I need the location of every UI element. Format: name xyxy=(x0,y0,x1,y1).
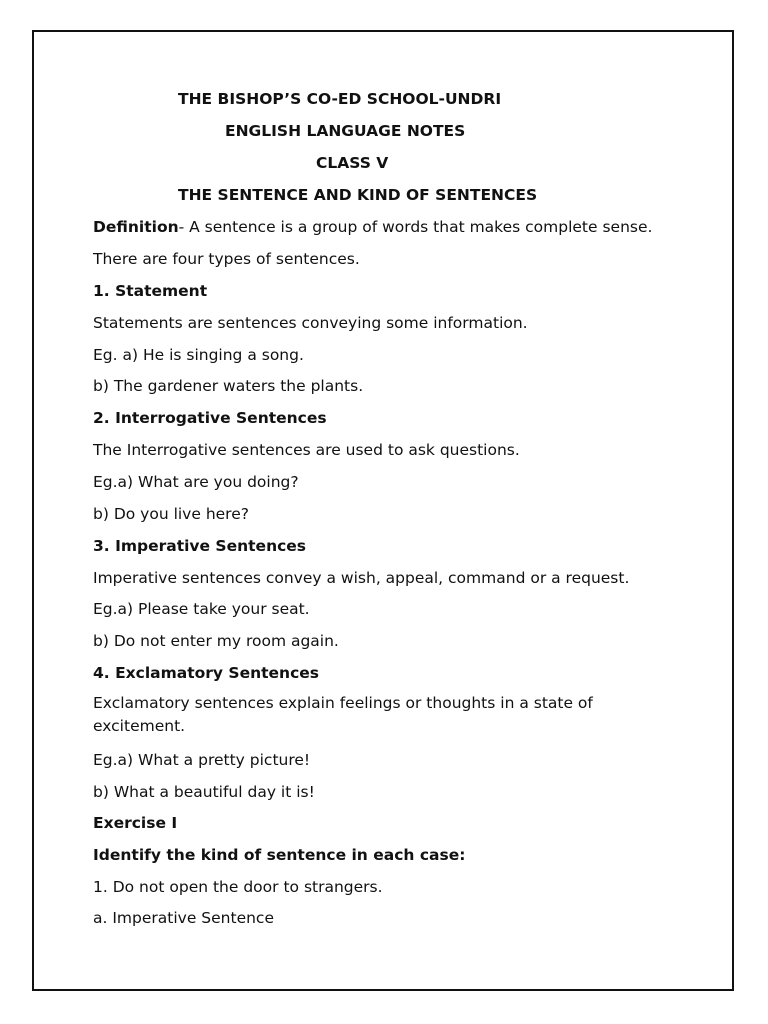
statement-example-b: b) The gardener waters the plants. xyxy=(93,377,364,395)
class-title: CLASS V xyxy=(316,154,389,172)
interrogative-example-a: Eg.a) What are you doing? xyxy=(93,473,299,491)
definition-text: - A sentence is a group of words that makes complete sense. xyxy=(178,218,653,236)
imperative-heading: 3. Imperative Sentences xyxy=(93,537,307,555)
exclamatory-example-a: Eg.a) What a pretty picture! xyxy=(93,751,311,769)
exercise-question-1: 1. Do not open the door to strangers. xyxy=(93,878,383,896)
statement-heading: 1. Statement xyxy=(93,282,208,300)
definition-line xyxy=(93,217,652,237)
imperative-description: Imperative sentences convey a wish, appeal, command or a request. xyxy=(93,569,630,587)
exercise-title: Exercise I xyxy=(93,814,178,832)
exercise-answer-1: a. Imperative Sentence xyxy=(93,909,274,927)
exclamatory-description: Exclamatory sentences explain feelings or thoughts in a state of excitement. xyxy=(93,694,593,735)
subject-title: ENGLISH LANGUAGE NOTES xyxy=(225,122,466,140)
interrogative-heading: 2. Interrogative Sentences xyxy=(93,409,327,427)
definition-label: Definition xyxy=(93,218,179,236)
imperative-example-b: b) Do not enter my room again. xyxy=(93,632,339,650)
types-line: There are four types of sentences. xyxy=(93,250,360,268)
exclamatory-heading: 4. Exclamatory Sentences xyxy=(93,664,320,682)
exercise-instruction: Identify the kind of sentence in each case: xyxy=(93,846,466,864)
topic-title: THE SENTENCE AND KIND OF SENTENCES xyxy=(178,186,538,204)
imperative-example-a: Eg.a) Please take your seat. xyxy=(93,600,310,618)
exclamatory-example-b: b) What a beautiful day it is! xyxy=(93,783,315,801)
interrogative-description: The Interrogative sentences are used to ask questions. xyxy=(93,441,520,459)
statement-description: Statements are sentences conveying some information. xyxy=(93,314,528,332)
school-title: THE BISHOP’S CO-ED SCHOOL-UNDRI xyxy=(178,90,502,108)
interrogative-example-b: b) Do you live here? xyxy=(93,505,249,523)
statement-example-a: Eg. a) He is singing a song. xyxy=(93,346,304,364)
